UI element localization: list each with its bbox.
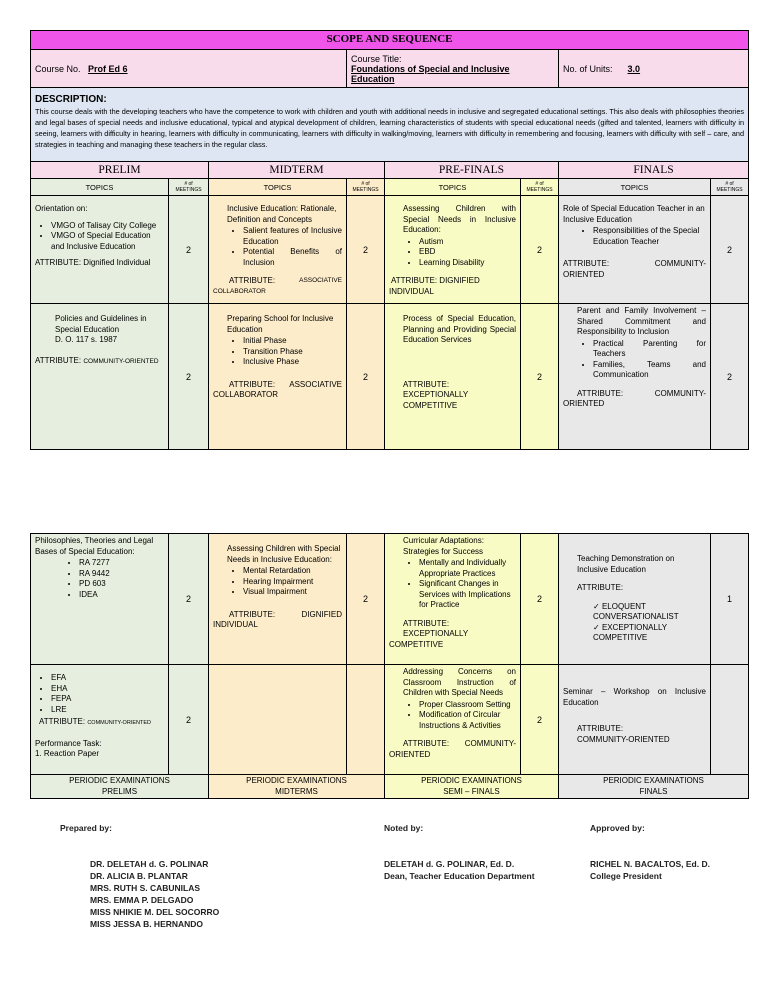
row1-pre-topics xyxy=(385,196,521,304)
attribute-label: ATTRIBUTE: xyxy=(577,583,624,592)
list-item: • EBD xyxy=(419,247,516,258)
signatory-title: Dean, Teacher Education Department xyxy=(384,871,535,881)
course-title-cell xyxy=(347,50,559,88)
row1-prelim-topics xyxy=(31,196,169,304)
term-midterm: MIDTERM xyxy=(209,162,385,179)
list-item: • Practical Parenting for Teachers xyxy=(593,339,706,360)
attribute-value: ASSOCIATIVE xyxy=(299,277,342,284)
row4-prelim-topics xyxy=(31,665,169,775)
list-item: • PD 603 xyxy=(79,579,164,590)
topic-intro: Role of Special Education Teacher in an Inclusive Education xyxy=(563,204,705,224)
topics-header: TOPICS xyxy=(559,179,711,196)
attribute-label: ATTRIBUTE: xyxy=(577,724,624,733)
list-item: • Inclusive Phase xyxy=(243,357,342,368)
topic-intro: Seminar – Workshop on Inclusive Education xyxy=(563,687,706,707)
attribute-value: COMMUNITY- xyxy=(654,259,706,268)
exam-prelims: PERIODIC EXAMINATIONS PRELIMS xyxy=(31,775,209,799)
list-item: • Autism xyxy=(419,237,516,248)
attribute-value: COMMUNITY-ORIENTED xyxy=(577,734,670,744)
list-item: • Families, Teams and Communication xyxy=(593,360,706,381)
meetings-count: 2 xyxy=(347,196,385,304)
meetings-count: 2 xyxy=(169,196,209,304)
attribute-value: ORIENTED xyxy=(389,749,431,759)
attribute-value: ORIENTED xyxy=(563,269,605,279)
list-item: • Hearing Impairment xyxy=(243,577,342,588)
prepared-by-label: Prepared by: xyxy=(60,823,112,833)
list-item: • Transition Phase xyxy=(243,347,342,358)
list-item: ✓ ELOQUENT CONVERSATIONALIST xyxy=(593,602,706,623)
noted-by-label: Noted by: xyxy=(384,823,424,833)
meetings-count: 2 xyxy=(521,665,559,775)
attribute-value: COLLABORATOR xyxy=(213,287,266,295)
signatory-name: DR. DELETAH d. G. POLINAR xyxy=(90,859,209,869)
topic-intro: Assessing Children with Special Needs in Inclusive Education: xyxy=(403,204,516,234)
signatory-name: MISS JESSA B. HERNANDO xyxy=(90,919,204,929)
noted-by-names xyxy=(384,858,535,882)
attribute-value: ASSOCIATIVE xyxy=(289,379,342,389)
scope-sequence-table-page2 xyxy=(30,533,749,799)
attribute-value: COMMUNITY- xyxy=(654,388,706,398)
topics-header: TOPICS xyxy=(31,179,169,196)
signatory-name: MRS. RUTH S. CABUNILAS xyxy=(90,883,201,893)
description-cell xyxy=(31,88,749,162)
meetings-count: 2 xyxy=(711,304,749,450)
attribute-text: COMPETITIVE xyxy=(389,639,444,649)
topic-line: Policies and Guidelines in xyxy=(55,314,147,323)
topic-intro: Teaching Demonstration on Inclusive Education xyxy=(577,554,675,574)
exam-finals: PERIODIC EXAMINATIONS FINALS xyxy=(559,775,749,799)
approved-by-label: Approved by: xyxy=(590,823,645,833)
list-item: • Responsibilities of the Special Education Teacher xyxy=(593,226,706,247)
list-item: • Mentally and Individually Appropriate Practices xyxy=(419,558,516,579)
row4-fin-topics xyxy=(559,665,711,775)
row1-fin-topics xyxy=(559,196,711,304)
prepared-by-names xyxy=(90,858,219,930)
attribute-value: ORIENTED xyxy=(563,399,605,408)
attribute-text: ATTRIBUTE: Dignified Individual xyxy=(35,258,151,267)
list-item: • Visual Impairment xyxy=(243,587,342,598)
approved-by-names xyxy=(590,858,710,882)
attribute-text: ATTRIBUTE: EXCEPTIONALLY COMPETITIVE xyxy=(403,379,469,410)
list-item: • Learning Disability xyxy=(419,258,516,269)
list-item: • RA 9442 xyxy=(79,569,164,580)
attribute-label: ATTRIBUTE: xyxy=(563,259,610,268)
list-item: ✓ EXCEPTIONALLY COMPETITIVE xyxy=(593,623,706,644)
meetings-count: 2 xyxy=(169,304,209,450)
meetings-count: 2 xyxy=(521,304,559,450)
performance-task-item: 1. Reaction Paper xyxy=(35,749,100,758)
list-item: • LRE xyxy=(51,705,164,716)
topic-line: Special Education xyxy=(55,324,120,334)
term-finals: FINALS xyxy=(559,162,749,179)
attribute-label: ATTRIBUTE: xyxy=(229,276,276,285)
list-item: • EHA xyxy=(51,684,164,695)
list-item: • Salient features of Inclusive Education xyxy=(243,226,342,247)
topics-header: TOPICS xyxy=(385,179,521,196)
approved-by-block xyxy=(590,822,645,834)
meetings-header: # of MEETINGS xyxy=(711,179,749,196)
signatory-name: RICHEL N. BACALTOS, Ed. D. xyxy=(590,859,710,869)
page-title: SCOPE AND SEQUENCE xyxy=(31,31,749,50)
description-label: DESCRIPTION: xyxy=(35,94,107,105)
list-item: • EFA xyxy=(51,673,164,684)
row4-pre-topics xyxy=(385,665,521,775)
meetings-header: # of MEETINGS xyxy=(169,179,209,196)
topic-intro: Philosophies, Theories and Legal Bases of Special Education: xyxy=(35,536,154,556)
list-item: • Potential Benefits of Inclusion xyxy=(243,247,342,268)
signatory-name: MRS. EMMA P. DELGADO xyxy=(90,895,194,905)
meetings-header: # of MEETINGS xyxy=(521,179,559,196)
attribute-value: COMMUNITY- xyxy=(464,739,516,748)
units-value: 3.0 xyxy=(627,63,641,74)
attribute-value: INDIVIDUAL xyxy=(213,620,258,629)
description-text: This course deals with the developing teachers who have the competence to work with children and youth with additional needs in inclusive and segregated educational settings. This also deals with philosophies theories and legal bases of special needs and inclusive educational, typical and atypical development of children, learning characteristics of students with special educational needs (gifted and talented, learners with difficulty in seeing, learners with difficulty in hearing, learners with difficulty in communicating, learners with difficulty in walking/moving, learners with difficulty in remembering and focusing, learners with difficulty with self – care, and strategies in teaching and managing these teachers in the regular class. xyxy=(35,107,745,149)
meetings-count: 2 xyxy=(169,534,209,665)
course-no-label: Course No. xyxy=(35,63,81,74)
units-cell xyxy=(559,50,749,88)
attribute-text: ATTRIBUTE: EXCEPTIONALLY xyxy=(403,618,469,638)
list-item: • RA 7277 xyxy=(79,558,164,569)
units-label: No. of Units: xyxy=(563,63,613,74)
course-no-cell xyxy=(31,50,347,88)
topic-intro: Assessing Children with Special Needs in Inclusive Education: xyxy=(227,544,341,564)
prepared-by-block xyxy=(60,822,112,834)
attribute-value: COMMUNITY-ORIENTED xyxy=(87,720,151,726)
attribute-text: INDIVIDUAL xyxy=(389,286,434,296)
term-prefinals: PRE-FINALS xyxy=(385,162,559,179)
topic-intro: Orientation on: xyxy=(35,204,88,213)
exam-midterms: PERIODIC EXAMINATIONS MIDTERMS xyxy=(209,775,385,799)
list-item: • VMGO of Talisay City College xyxy=(51,221,164,232)
course-title-value: Foundations of Special and Inclusive Education xyxy=(351,63,510,84)
row2-prelim-topics xyxy=(31,304,169,450)
meetings-count: 2 xyxy=(711,196,749,304)
attribute-label: ATTRIBUTE: xyxy=(403,739,450,748)
list-item: • FEPA xyxy=(51,694,164,705)
attribute-label: ATTRIBUTE: xyxy=(229,379,276,389)
row4-mid-topics xyxy=(209,665,347,775)
topic-intro: Curricular Adaptations: Strategies for Success xyxy=(403,536,484,556)
meetings-count: 2 xyxy=(521,534,559,665)
row3-fin-topics xyxy=(559,534,711,665)
topic-line: D. O. 117 s. 1987 xyxy=(55,335,118,344)
row2-fin-topics xyxy=(559,304,711,450)
list-item: • Initial Phase xyxy=(243,336,342,347)
topic-intro: Process of Special Education, Planning and Providing Special Education Services xyxy=(403,314,516,344)
row3-pre-topics xyxy=(385,534,521,665)
attribute-label: ATTRIBUTE: xyxy=(229,609,276,619)
attribute-text: ATTRIBUTE: DIGNIFIED xyxy=(391,276,480,285)
row2-mid-topics xyxy=(209,304,347,450)
topic-intro: Preparing School for Inclusive Education xyxy=(227,314,334,334)
topics-header: TOPICS xyxy=(209,179,347,196)
term-prelim: PRELIM xyxy=(31,162,209,179)
course-no-value: Prof Ed 6 xyxy=(88,63,128,74)
signatory-name: DR. ALICIA B. PLANTAR xyxy=(90,871,188,881)
signatory-name: MISS NHIKIE M. DEL SOCORRO xyxy=(90,907,220,917)
noted-by-block xyxy=(384,822,423,834)
performance-task-label: Performance Task: xyxy=(35,738,102,748)
row2-pre-topics xyxy=(385,304,521,450)
attribute-value: DIGNIFIED xyxy=(301,609,342,619)
attribute-label: ATTRIBUTE: xyxy=(35,355,82,365)
row1-mid-topics xyxy=(209,196,347,304)
topic-intro: Parent and Family Involvement – Shared Commitment and Responsibility to Inclusion xyxy=(577,306,706,336)
meetings-count: 2 xyxy=(347,534,385,665)
attribute-label: ATTRIBUTE: xyxy=(39,717,86,726)
attribute-value: COMMUNITY-ORIENTED xyxy=(83,357,159,365)
meetings-count: 2 xyxy=(521,196,559,304)
meetings-count-empty xyxy=(711,665,749,775)
topic-intro: Inclusive Education: Rationale, Definition and Concepts xyxy=(227,204,337,224)
signatory-title: College President xyxy=(590,871,662,881)
course-title-label: Course Title: xyxy=(351,53,402,64)
attribute-value: COLLABORATOR xyxy=(213,390,279,399)
scope-sequence-table-page1 xyxy=(30,30,749,450)
meetings-count: 1 xyxy=(711,534,749,665)
list-item: • VMGO of Special Education and Inclusive Education xyxy=(51,231,164,252)
meetings-count: 2 xyxy=(169,665,209,775)
row3-prelim-topics xyxy=(31,534,169,665)
list-item: • Modification of Circular Instructions & Activities xyxy=(419,710,516,731)
list-item: • Mental Retardation xyxy=(243,566,342,577)
topic-intro: Addressing Concerns on Classroom Instruction of Children with Special Needs xyxy=(403,667,516,697)
list-item: • Proper Classroom Setting xyxy=(419,700,516,711)
row3-mid-topics xyxy=(209,534,347,665)
meetings-header: # of MEETINGS xyxy=(347,179,385,196)
list-item: • Significant Changes in Services with Implications for Practice xyxy=(419,579,516,611)
signatory-name: DELETAH d. G. POLINAR, Ed. D. xyxy=(384,859,515,869)
attribute-label: ATTRIBUTE: xyxy=(577,388,624,398)
exam-semifinals: PERIODIC EXAMINATIONS SEMI – FINALS xyxy=(385,775,559,799)
list-item: • IDEA xyxy=(79,590,164,601)
meetings-count-empty xyxy=(347,665,385,775)
meetings-count: 2 xyxy=(347,304,385,450)
